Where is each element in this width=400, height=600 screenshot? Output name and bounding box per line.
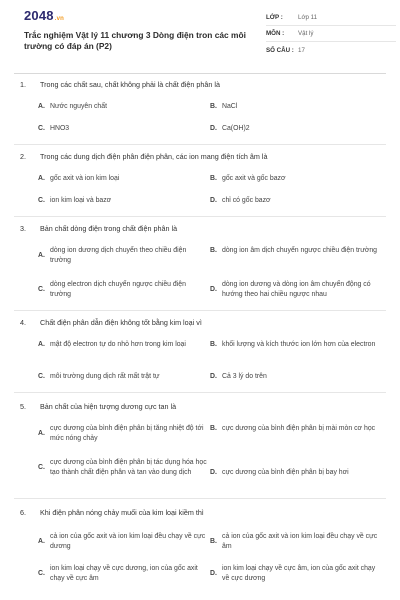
option-a[interactable] — [38, 246, 208, 266]
worksheet-header — [14, 0, 386, 74]
option-text: cực dương của bình điện phân bị mài mòn cơ học — [222, 425, 376, 432]
option-c[interactable] — [38, 372, 208, 382]
option-b[interactable] — [210, 424, 380, 434]
option-letter: D. — [210, 125, 217, 132]
option-c[interactable] — [38, 564, 208, 584]
question-divider — [14, 392, 386, 393]
question-prompt: Bản chất dòng điện trong chất điện phân là — [40, 224, 178, 233]
option-c[interactable] — [38, 196, 208, 206]
question-text — [20, 152, 268, 162]
question-number: 1. — [20, 80, 26, 89]
logo-suffix: .vn — [54, 16, 65, 22]
meta-class-row — [266, 10, 396, 26]
question-number: 4. — [20, 318, 26, 327]
option-letter: A. — [38, 103, 45, 110]
meta-count-label: SỐ CÂU : — [266, 46, 294, 54]
meta-class-value: Lớp 11 — [298, 14, 318, 21]
option-b[interactable] — [210, 340, 380, 350]
option-letter: A. — [38, 175, 45, 182]
option-text: cực dương của bình điện phân bị tác dụng hóa học tạo thành chất điện phân và tan vào dung dịch — [50, 459, 207, 476]
option-letter: B. — [210, 247, 217, 254]
option-text: ion kim loại chạy về cực dương, ion của gốc axit chạy về cực âm — [50, 565, 198, 582]
meta-count-value: 17 — [298, 46, 305, 54]
option-letter: D. — [210, 373, 217, 380]
logo-main: 2048 — [24, 8, 54, 23]
question-number: 5. — [20, 402, 26, 411]
question-text — [20, 80, 220, 90]
option-c[interactable] — [38, 458, 208, 478]
option-b[interactable] — [210, 102, 380, 112]
option-letter: D. — [210, 570, 217, 577]
option-b[interactable] — [210, 532, 380, 552]
question-prompt: Chất điện phân dẫn điện không tốt bằng kim loại vì — [40, 318, 202, 327]
question-number: 3. — [20, 224, 26, 233]
option-d[interactable] — [210, 564, 380, 584]
question-prompt: Trong các dung dịch điện phân điện phân, các ion mang điện tích âm là — [40, 152, 268, 161]
question-prompt: Trong các chất sau, chất không phải là chất điện phân là — [40, 80, 220, 89]
option-text: chỉ có gốc bazơ — [222, 197, 271, 204]
option-letter: A. — [38, 252, 45, 259]
option-letter: A. — [38, 538, 45, 545]
question-prompt: Bản chất của hiện tượng dương cực tan là — [40, 402, 177, 411]
option-text: gốc axit và gốc bazơ — [222, 175, 286, 182]
question-divider — [14, 216, 386, 217]
question-number: 6. — [20, 508, 26, 517]
option-letter: D. — [210, 197, 217, 204]
question-divider — [14, 310, 386, 311]
option-c[interactable] — [38, 280, 208, 300]
option-b[interactable] — [210, 246, 380, 256]
option-text: môi trường dung dịch rất mất trật tự — [50, 373, 160, 380]
question-text — [20, 508, 204, 518]
option-letter: B. — [210, 425, 217, 432]
option-a[interactable] — [38, 532, 208, 552]
question-divider — [14, 498, 386, 499]
option-letter: D. — [210, 469, 217, 476]
meta-count-row — [266, 42, 396, 58]
option-text: cực dương của bình điện phân bị tăng nhiệt độ tới mức nóng chảy — [50, 425, 204, 442]
option-text: cả ion của gốc axit và ion kim loại đều chạy về cực dương — [50, 533, 206, 550]
option-letter: B. — [210, 341, 217, 348]
option-text: dòng electron dịch chuyển ngược chiều điện trường — [50, 281, 186, 298]
option-text: khối lượng và kích thước ion lớn hơn của electron — [222, 341, 376, 348]
option-text: ion kim loại chạy về cực âm, ion của gốc axit chạy về cực dương — [222, 565, 376, 582]
option-text: dòng ion âm dịch chuyển ngược chiều điện trường — [222, 247, 378, 254]
meta-class-label: LỚP : — [266, 14, 283, 21]
option-text: mật độ electron tự do nhỏ hơn trong kim loại — [50, 341, 186, 348]
option-letter: B. — [210, 538, 217, 545]
option-d[interactable] — [210, 280, 380, 300]
option-letter: C. — [38, 125, 45, 132]
option-b[interactable] — [210, 174, 380, 184]
option-letter: B. — [210, 175, 217, 182]
meta-subject-row — [266, 26, 396, 42]
option-a[interactable] — [38, 102, 208, 112]
option-text: Cả 3 lý do trên — [222, 373, 267, 380]
meta-subject-label: MÔN : — [266, 30, 285, 37]
meta-info — [266, 10, 396, 58]
option-d[interactable] — [210, 196, 380, 206]
option-text: ion kim loại và bazơ — [50, 197, 112, 204]
option-text: HNO3 — [50, 125, 70, 132]
option-letter: C. — [38, 373, 45, 380]
question-text — [20, 402, 176, 412]
option-c[interactable] — [38, 124, 208, 134]
option-d[interactable] — [210, 372, 380, 382]
option-text: Ca(OH)2 — [222, 125, 250, 132]
option-letter: C. — [38, 286, 45, 293]
option-d[interactable] — [210, 468, 380, 478]
option-letter: C. — [38, 570, 45, 577]
option-letter: C. — [38, 464, 45, 471]
option-text: gốc axit và ion kim loại — [50, 175, 120, 182]
option-letter: B. — [210, 103, 217, 110]
option-text: cả ion của gốc axit và ion kim loại đều chạy về cực âm — [222, 533, 378, 550]
site-logo[interactable] — [24, 8, 64, 23]
option-d[interactable] — [210, 124, 380, 134]
option-a[interactable] — [38, 424, 208, 444]
question-text — [20, 318, 202, 328]
option-text: dòng ion dương và dòng ion âm chuyển động có hướng theo hai chiều ngược nhau — [222, 281, 371, 298]
option-text: NaCl — [222, 103, 238, 110]
option-text: Nước nguyên chất — [50, 103, 108, 110]
option-letter: C. — [38, 197, 45, 204]
option-letter: A. — [38, 341, 45, 348]
option-text: cực dương của bình điện phân bị bay hơi — [222, 469, 349, 476]
page-title: Trắc nghiệm Vật lý 11 chương 3 Dòng điện tron các môi trường có đáp án (P2) — [24, 30, 246, 51]
option-a[interactable] — [38, 174, 208, 184]
question-prompt: Khi điện phân nóng chảy muối của kim loại kiềm thì — [40, 508, 204, 517]
question-divider — [14, 144, 386, 145]
option-a[interactable] — [38, 340, 208, 350]
meta-subject-value: Vật lý — [298, 30, 314, 37]
question-text — [20, 224, 177, 234]
option-letter: A. — [38, 430, 45, 437]
option-letter: D. — [210, 286, 217, 293]
question-number: 2. — [20, 152, 26, 161]
option-text: dòng ion dương dịch chuyển theo chiều điện trường — [50, 247, 187, 264]
